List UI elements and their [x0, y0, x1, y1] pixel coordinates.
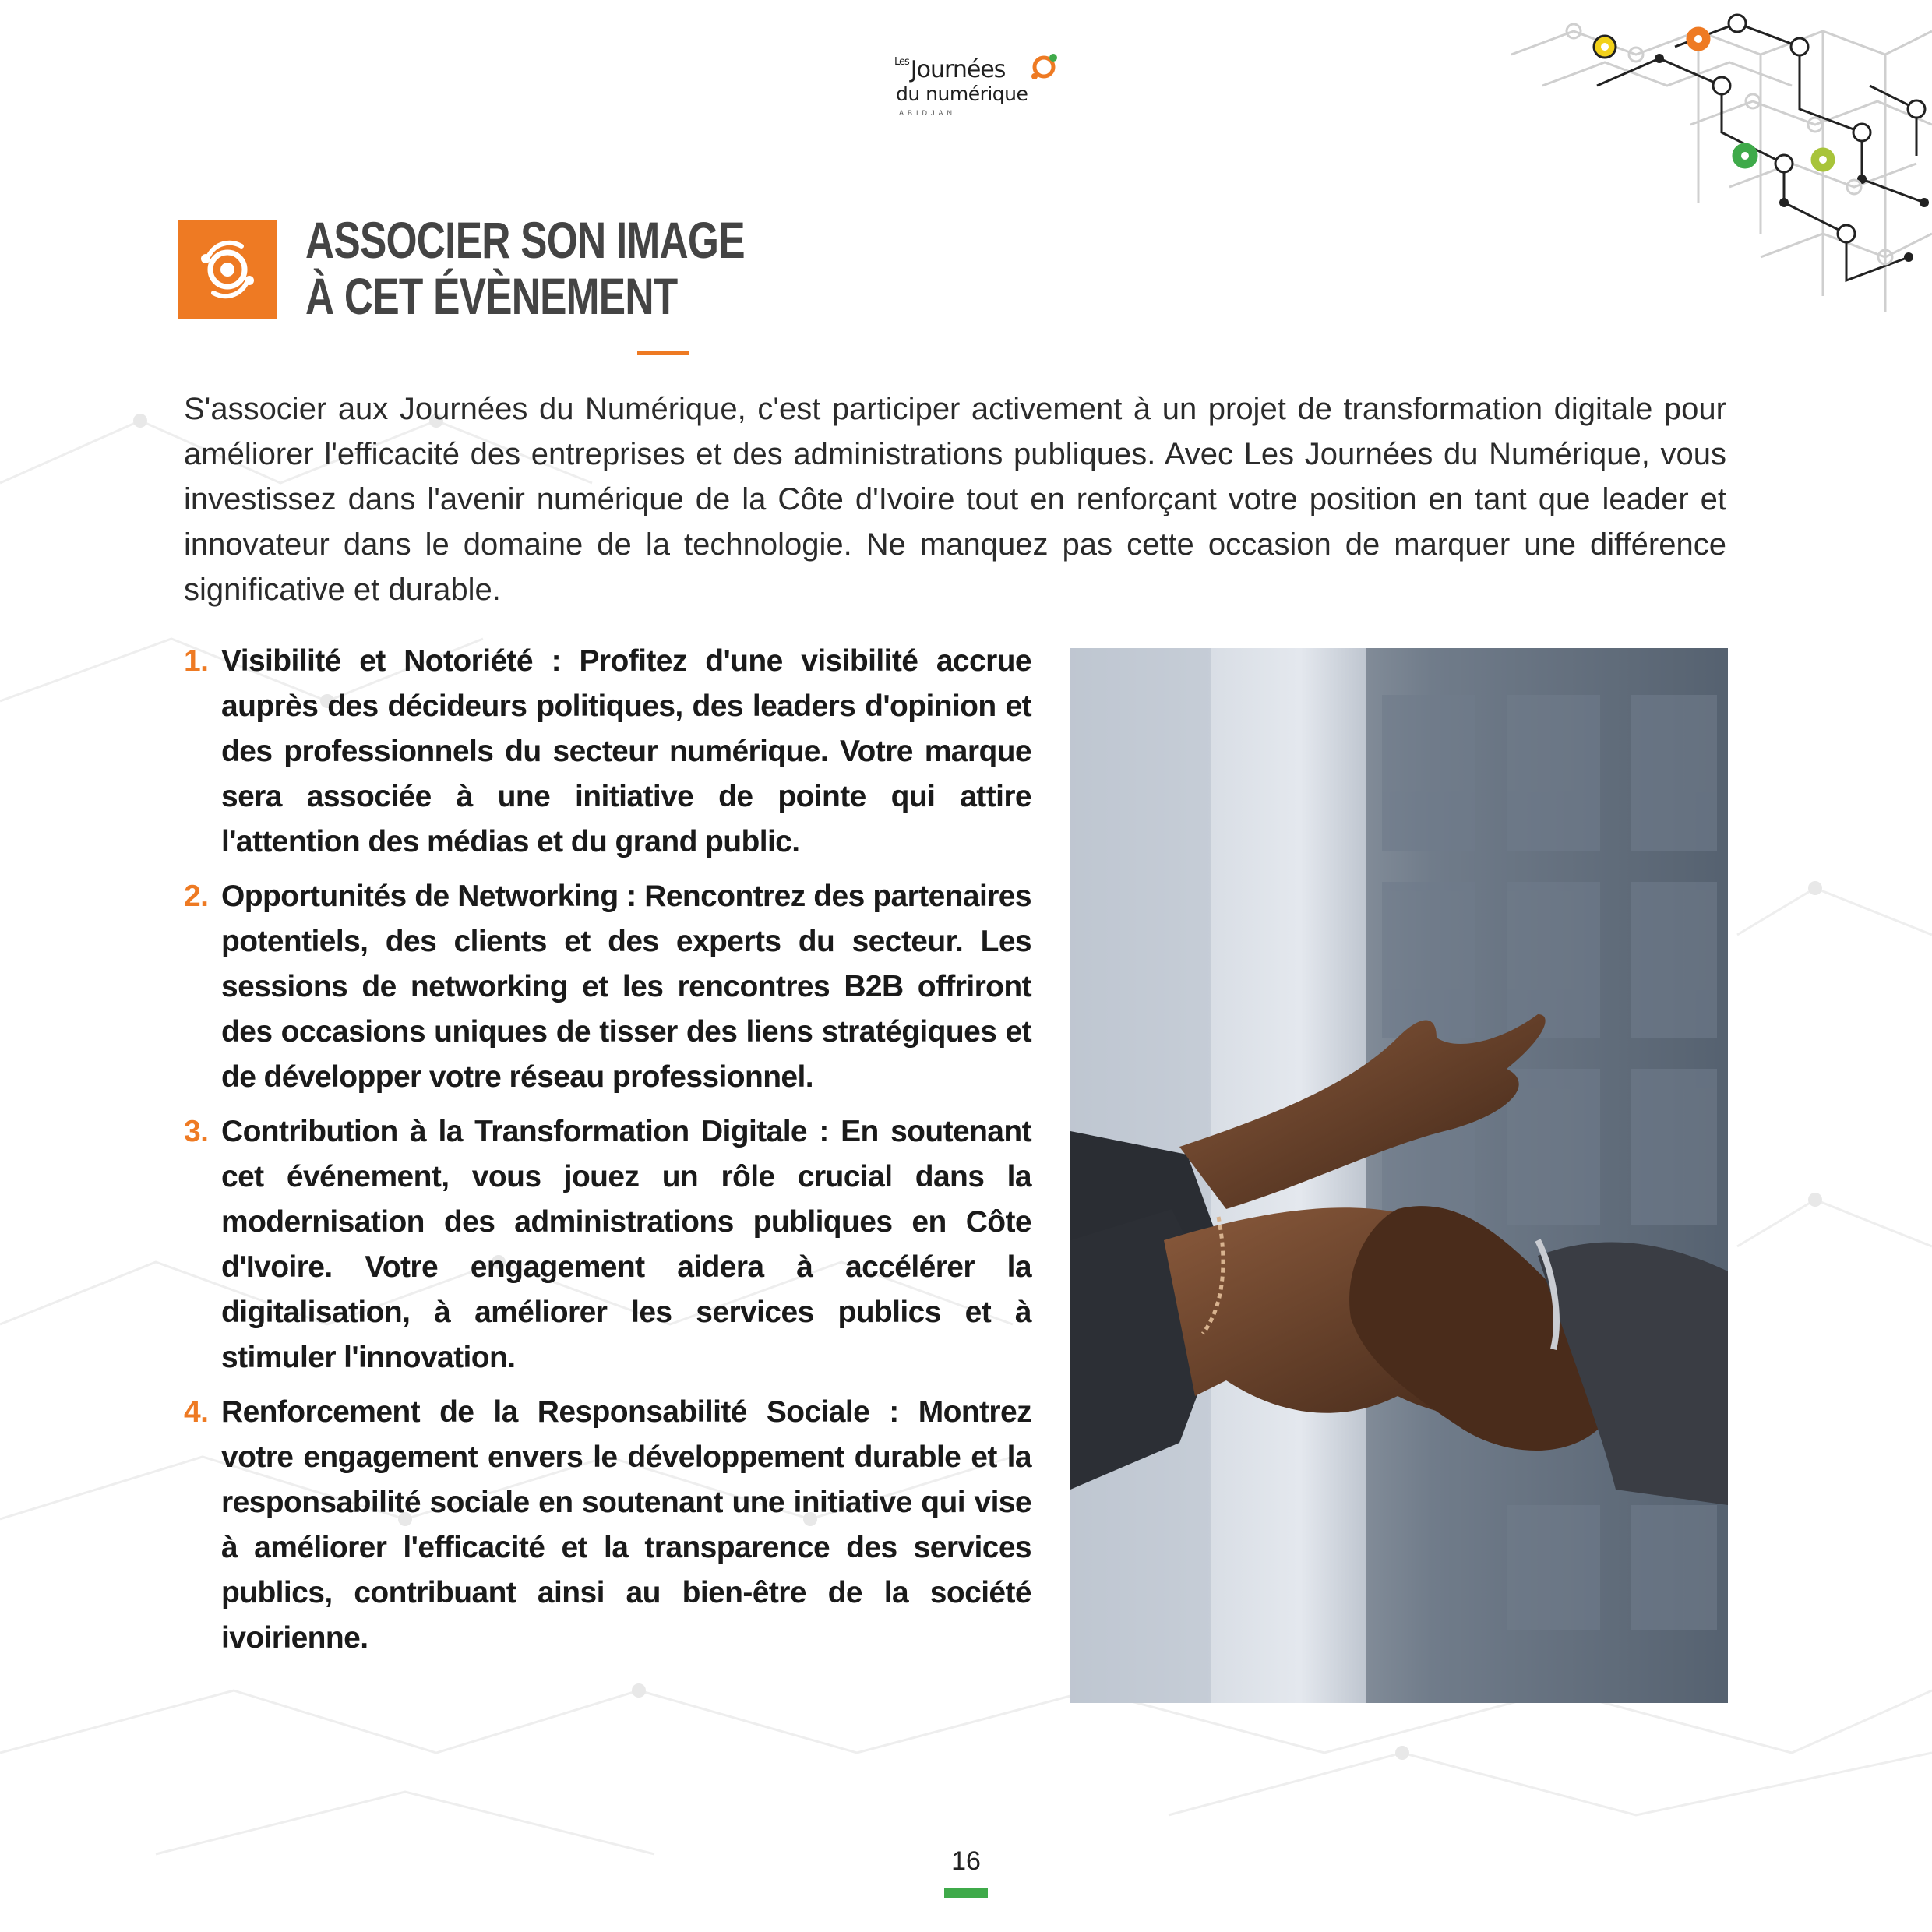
handshake-illustration: [1070, 648, 1728, 1703]
list-item: [184, 639, 1031, 865]
list-item-text: Opportunités de Networking : Rencontrez des partenaires potentiels, des clients et des experts du secteur. Les sessions de networking et les rencontres B2B offriront des occasions uniques de tisser des liens stratégiques et de développer votre réseau professionnel.: [221, 880, 1031, 1094]
title-underline: [637, 351, 689, 355]
intro-paragraph: S'associer aux Journées du Numérique, c'est participer activement à un projet de transformation digitale pour améliorer l'efficacité des entreprises et des administrations publiques. Avec Les Journées du Numérique, vous investissez dans l'avenir numérique de la Côte d'Ivoire tout en renforçant votre position en tant que leader et innovateur dans le domaine de la technologie. Ne manquez pas cette occasion de marquer une différence significative et durable.: [184, 392, 1726, 607]
list-item: [184, 1109, 1031, 1380]
list-item-text: Contribution à la Transformation Digitale : En soutenant cet événement, vous jouez un rôle crucial dans la modernisation des administrations publiques en Côte d'Ivoire. Votre engagement aidera à accélérer la digitalisation, à améliorer les services publics et à stimuler l'innovation.: [221, 1115, 1031, 1374]
logo-line-1: $^{Les}$Journées: [894, 56, 1006, 83]
event-logo: [888, 47, 1059, 125]
circuit-decoration: [1496, 0, 1932, 327]
section-icon: [178, 220, 277, 319]
list-item: [184, 874, 1031, 1100]
list-item-number: 4.: [184, 1395, 209, 1429]
logo-mark-icon: [1027, 50, 1061, 84]
list-item-text: Renforcement de la Responsabilité Sociale : Montrez votre engagement envers le développement durable et la responsabilité sociale en soutenant une initiative qui vise à améliorer l'efficacité et la transparence des services publics, contribuant ainsi au bien-être de la société ivoirienne.: [221, 1395, 1031, 1655]
list-item: [184, 1390, 1031, 1661]
section-title-line-1: ASSOCIER SON IMAGE: [305, 211, 745, 269]
handshake-photo: [1070, 648, 1728, 1703]
list-item-number: 3.: [184, 1115, 209, 1148]
benefits-list: [184, 639, 1031, 1670]
section-title-line-2: À CET ÉVÈNEMENT: [305, 267, 678, 325]
list-item-number: 1.: [184, 644, 209, 678]
list-item-text: Visibilité et Notoriété : Profitez d'une visibilité accrue auprès des décideurs politiques, des leaders d'opinion et des professionnels du secteur numérique. Votre marque sera associée à une initiative de pointe qui attire l'attention des médias et du grand public.: [221, 644, 1031, 858]
logo-line-2: du numérique: [896, 83, 1028, 105]
connect-icon: [193, 235, 262, 304]
page-number: 16: [951, 1846, 981, 1876]
page-number-bar: [944, 1888, 988, 1898]
section-title: [305, 212, 745, 324]
list-item-number: 2.: [184, 880, 209, 913]
logo-line-3: ABIDJAN: [899, 109, 957, 117]
